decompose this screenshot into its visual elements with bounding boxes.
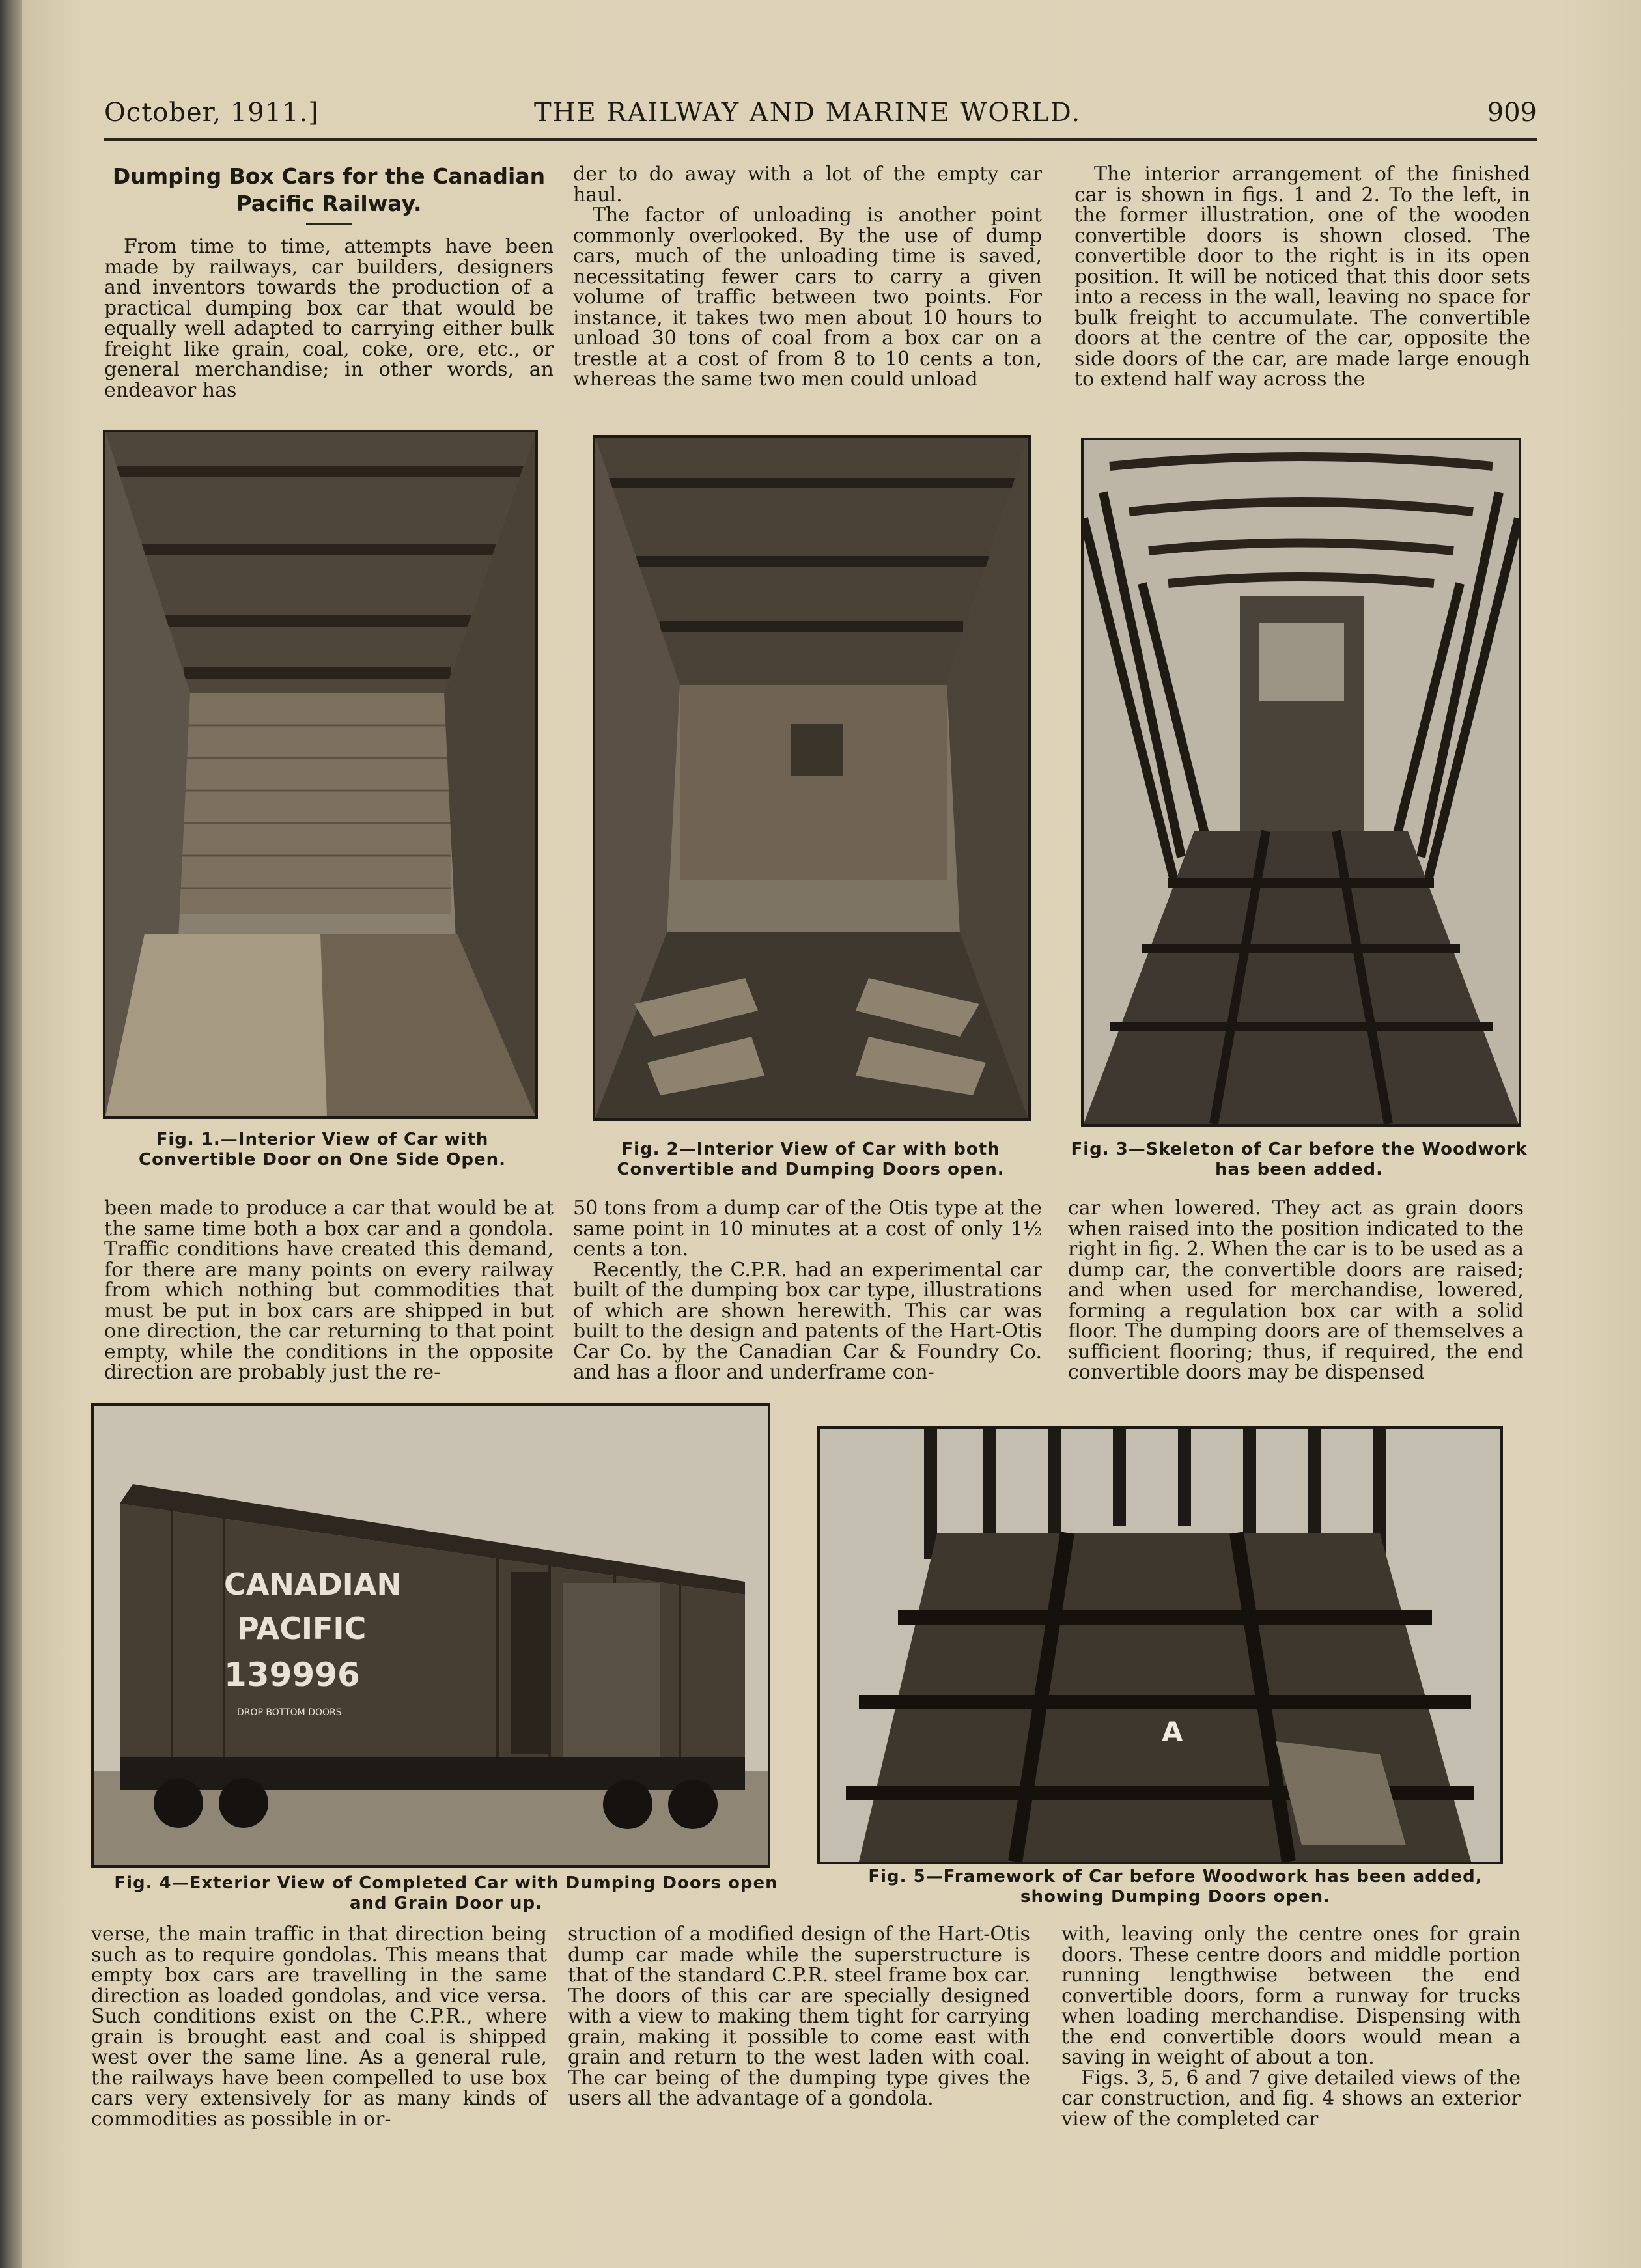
fig2-caption: Fig. 2—Interior View of Car with both Convertible and Dumping Doors open. xyxy=(617,1140,1005,1179)
issue-date: October, 1911.] xyxy=(104,98,319,128)
car-marking-small: DROP BOTTOM DOORS xyxy=(237,1707,342,1718)
fig1-caption: Fig. 1.—Interior View of Car with Convertible Door on One Side Open. xyxy=(139,1130,506,1169)
page-number: 909 xyxy=(1487,98,1537,128)
page-header xyxy=(104,91,1537,143)
column-3-top xyxy=(1074,164,1530,390)
paragraph: The interior arrangement of the finished car is shown in figs. 1 and 2. To the left, in the former illustration, one of the wooden convertible doors is shown closed. The convertible door to the right is in its open position. It will be noticed that this door sets into a recess in the wall, leaving no space for bulk freight to accumulate. The convertible doors at the centre of the car, opposite the side doors of the car, are made large enough to extend half way across the xyxy=(1074,163,1530,391)
fig2-photo xyxy=(593,435,1031,1121)
publication-title: THE RAILWAY AND MARINE WORLD. xyxy=(534,98,1082,128)
fig5-photo xyxy=(817,1426,1503,1864)
fig1-photo xyxy=(103,430,538,1119)
paragraph: car when lowered. They act as grain doors when raised into the position indicated to the right in fig. 2. When the car is to be used as a dump car, the convertible doors are raised; and when used for merchandise, lowered, forming a regulation box car with a solid floor. The dumping doors are of themselves a sufficient flooring; thus, if required, the end convertible doors may be dispensed xyxy=(1068,1197,1524,1384)
frame-letter: A xyxy=(1162,1716,1183,1748)
paragraph: From time to time, attempts have been made by railways, car builders, designers and inventors towards the production of a practical dumping box car that would be equally well adapted to carrying either bulk freight like grain, coal, coke, ore, etc., or general merchandise; in other words, an endeavor has xyxy=(104,235,554,402)
paragraph: Figs. 3, 5, 6 and 7 give detailed views of the car construction, and fig. 4 shows an exterior view of the completed car xyxy=(1061,2066,1521,2131)
paragraph: der to do away with a lot of the empty car haul. xyxy=(573,163,1042,206)
car-marking-line2: PACIFIC xyxy=(237,1611,367,1646)
header-rule xyxy=(104,138,1537,141)
paragraph: been made to produce a car that would be at the same time both a box car and a gondola. Traffic conditions have created this demand, for there are many points on every railway from which nothing but commodities that must be put in box cars are shipped in but one direction, the car returning to that point empty, while the conditions in the opposite direction are probably just the re- xyxy=(104,1197,554,1384)
column-2-bottom xyxy=(568,1924,1030,2109)
paragraph: verse, the main traffic in that direction being such as to require gondolas. This means that empty box cars are travelling in the same direction as loaded gondolas, and vice versa. Such conditions exist on the C.P.R., where grain is brought east and coal is shipped west over the same line. As a general rule, the railways have been compelled to use box cars very extensively for as many kinds of commodities as possible in or- xyxy=(91,1923,547,2131)
paragraph: with, leaving only the centre ones for grain doors. These centre doors and middle portion running lengthwise between the end convertible doors, form a runway for trucks when loading merchandise. Dispensing with the end convertible doors would mean a saving in weight of about a ton. xyxy=(1061,1923,1521,2069)
column-1-bottom xyxy=(91,1924,547,2129)
fig3-photo xyxy=(1081,438,1521,1127)
fig5-caption: Fig. 5—Framework of Car before Woodwork has been added, showing Dumping Doors open. xyxy=(868,1867,1483,1907)
paragraph: struction of a modified design of the Hart-Otis dump car made while the superstructure is that of the standard C.P.R. steel frame box car. The doors of this car are specially designed with a view to making them tight for carrying grain, making it possible to come east with grain and return to the west laden with coal. The car being of the dumping type gives the users all the advantage of a gondola. xyxy=(568,1923,1030,2110)
column-2-top xyxy=(573,164,1042,390)
column-1-mid xyxy=(104,1198,554,1383)
column-2-mid xyxy=(573,1198,1042,1383)
fig3-caption: Fig. 3—Skeleton of Car before the Woodwork has been added. xyxy=(1071,1140,1528,1179)
article-headline: Dumping Box Cars for the Canadian Pacific Railway. xyxy=(112,163,546,216)
column-3-bottom xyxy=(1061,1924,1521,2129)
fig4-caption: Fig. 4—Exterior View of Completed Car with Dumping Doors open and Grain Door up. xyxy=(114,1873,778,1913)
paragraph: The factor of unloading is another point commonly overlooked. By the use of dump cars, much of the unloading time is saved, necessitating fewer cars to carry a given volume of traffic between two points. For instance, it takes two men about 10 hours to unload 30 tons of coal from a box car on a trestle at a cost of from 8 to 10 cents a ton, whereas the same two men could unload xyxy=(573,204,1042,391)
fig4-photo xyxy=(91,1403,770,1868)
page-binding xyxy=(0,0,22,2268)
car-number: 139996 xyxy=(224,1656,360,1694)
paragraph: 50 tons from a dump car of the Otis type at the same point in 10 minutes at a cost of only 1½ cents a ton. xyxy=(573,1197,1042,1261)
car-marking-line1: CANADIAN xyxy=(224,1567,402,1602)
column-3-mid xyxy=(1068,1198,1524,1383)
column-1-top xyxy=(104,163,554,400)
headline-rule xyxy=(306,223,352,225)
paragraph: Recently, the C.P.R. had an experimental car built of the dumping box car type, illustrations of which are shown herewith. This car was built to the design and patents of the Hart-Otis Car Co. by the Canadian Car & Foundry Co. and has a floor and underframe con- xyxy=(573,1258,1042,1384)
